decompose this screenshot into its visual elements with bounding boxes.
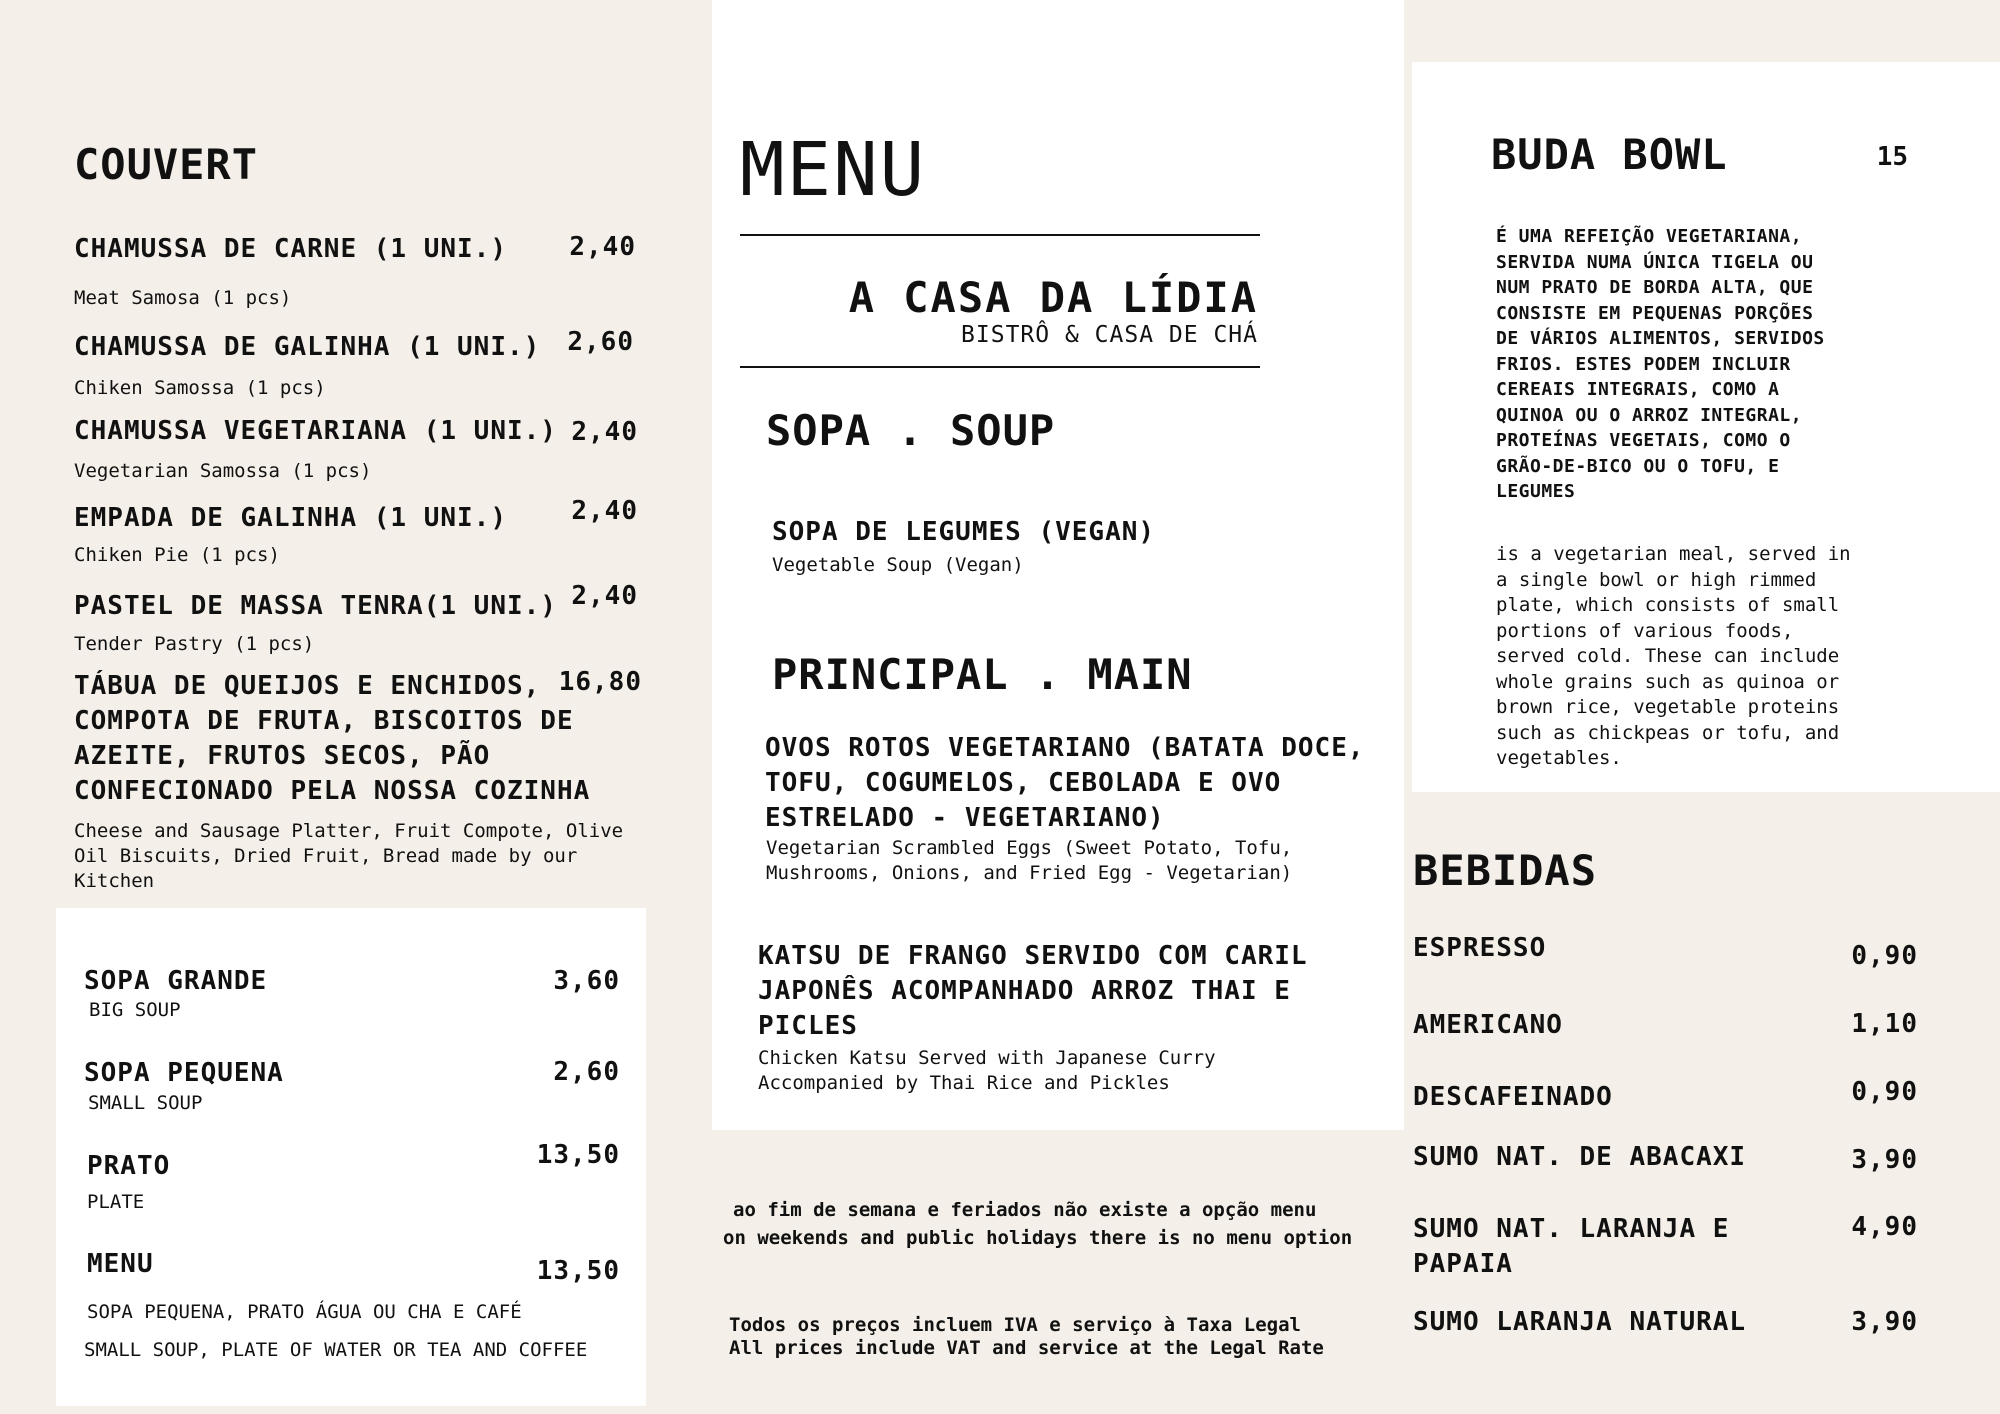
couvert-item-name: CHAMUSSA VEGETARIANA (1 UNI.)	[74, 416, 557, 446]
set-menu-item-sub: SOPA PEQUENA, PRATO ÁGUA OU CHA E CAFÉ	[87, 1301, 522, 1323]
drink-price: 0,90	[1851, 941, 1918, 971]
buda-en-line: plate, which consists of small	[1496, 594, 1840, 616]
weekend-note-en: on weekends and public holidays there is no menu option	[723, 1227, 1353, 1249]
restaurant-name: A CASA DA LÍDIA	[848, 273, 1258, 322]
set-menu-item-sub: PLATE	[87, 1191, 145, 1213]
main-item-sub	[758, 1046, 1216, 1096]
buda-pt-line: LEGUMES	[1496, 481, 1576, 502]
set-menu-item-price: 2,60	[553, 1057, 620, 1087]
main-item-name	[758, 939, 1308, 1044]
couvert-item-sub: Vegetarian Samossa (1 pcs)	[74, 460, 372, 482]
couvert-item-price: 2,40	[571, 581, 638, 611]
main-item-sub-line: Accompanied by Thai Rice and Pickles	[758, 1072, 1170, 1094]
drink-price: 1,10	[1851, 1009, 1918, 1039]
couvert-item-name: PASTEL DE MASSA TENRA(1 UNI.)	[74, 591, 557, 621]
buda-en-line: whole grains such as quinoa or	[1496, 670, 1840, 693]
drink-name-line: SUMO NAT. LARANJA E	[1413, 1214, 1730, 1244]
drink-name: ESPRESSO	[1413, 933, 1547, 963]
set-menu-item-name: SOPA GRANDE	[84, 966, 268, 996]
bebidas-heading: BEBIDAS	[1413, 846, 1598, 895]
drink-name-line: PAPAIA	[1413, 1249, 1513, 1279]
buda-bowl-price: 15	[1876, 142, 1908, 172]
buda-bowl-description-pt	[1496, 224, 1825, 505]
buda-pt-line: É UMA REFEIÇÃO VEGETARIANA,	[1496, 226, 1803, 247]
buda-bowl-heading: BUDA BOWL	[1491, 130, 1728, 179]
main-item-name-line: PICLES	[758, 1011, 858, 1041]
main-item-name	[765, 731, 1365, 836]
drink-name: SUMO NAT. DE ABACAXI	[1413, 1142, 1747, 1172]
platter-name-line: TÁBUA DE QUEIJOS E ENCHIDOS,	[74, 671, 541, 701]
main-item-name-line: JAPONÊS ACOMPANHADO ARROZ THAI E	[758, 976, 1291, 1006]
buda-en-line: vegetables.	[1496, 747, 1622, 769]
drink-name	[1413, 1212, 1729, 1282]
soup-item-sub: Vegetable Soup (Vegan)	[772, 554, 1024, 576]
menu-title: MENU	[740, 127, 927, 213]
prices-note-en: All prices include VAT and service at the Legal Rate	[729, 1337, 1324, 1359]
drink-price: 3,90	[1851, 1307, 1918, 1337]
couvert-heading: COUVERT	[74, 140, 259, 189]
drink-name: DESCAFEINADO	[1413, 1082, 1613, 1112]
main-item-sub	[766, 836, 1292, 886]
buda-en-line: a single bowl or high rimmed	[1496, 568, 1817, 591]
buda-pt-line: DE VÁRIOS ALIMENTOS, SERVIDOS	[1496, 328, 1825, 349]
main-item-name-line: ESTRELADO - VEGETARIANO)	[765, 803, 1165, 833]
buda-pt-line: SERVIDA NUMA ÚNICA TIGELA OU	[1496, 251, 1814, 273]
buda-pt-line: FRIOS. ESTES PODEM INCLUIR	[1496, 353, 1791, 375]
couvert-item-sub: Tender Pastry (1 pcs)	[74, 633, 315, 655]
prices-note-pt: Todos os preços incluem IVA e serviço à Taxa Legal	[729, 1314, 1301, 1336]
drink-price: 4,90	[1851, 1212, 1918, 1242]
soup-item-name: SOPA DE LEGUMES (VEGAN)	[772, 517, 1156, 547]
platter-name	[74, 669, 590, 809]
main-item-sub-line: Chicken Katsu Served with Japanese Curry	[758, 1047, 1216, 1069]
couvert-item-sub: Meat Samosa (1 pcs)	[74, 287, 292, 309]
couvert-item-name: CHAMUSSA DE CARNE (1 UNI.)	[74, 234, 507, 264]
couvert-item-sub: Chiken Samossa (1 pcs)	[74, 377, 326, 399]
couvert-item-price: 2,60	[567, 327, 634, 357]
buda-bowl-description-en	[1496, 542, 1851, 772]
drink-price: 3,90	[1851, 1145, 1918, 1175]
platter-sub-line: Cheese and Sausage Platter, Fruit Compote, Olive	[74, 820, 624, 842]
divider-bottom	[740, 366, 1260, 368]
set-menu-item-name: PRATO	[87, 1151, 171, 1181]
set-menu-item-sub-2: SMALL SOUP, PLATE OF WATER OR TEA AND COFFEE	[84, 1339, 588, 1361]
platter-sub-line: Oil Biscuits, Dried Fruit, Bread made by our	[74, 845, 578, 867]
divider-top	[740, 234, 1260, 236]
buda-en-line: brown rice, vegetable proteins	[1496, 696, 1840, 718]
main-item-sub-line: Mushrooms, Onions, and Fried Egg - Vegetarian)	[766, 862, 1293, 884]
weekend-note-pt: ao fim de semana e feriados não existe a opção menu	[733, 1199, 1317, 1221]
drink-price: 0,90	[1851, 1077, 1918, 1107]
buda-pt-line: QUINOA OU O ARROZ INTEGRAL,	[1496, 404, 1803, 426]
platter-name-line: AZEITE, FRUTOS SECOS, PÃO	[74, 741, 491, 771]
couvert-item-name: CHAMUSSA DE GALINHA (1 UNI.)	[74, 332, 541, 362]
main-item-name-line: OVOS ROTOS VEGETARIANO (BATATA DOCE,	[765, 733, 1365, 763]
set-menu-item-price: 13,50	[536, 1140, 620, 1170]
platter-sub-line: Kitchen	[74, 870, 155, 892]
platter-sub	[74, 819, 623, 894]
main-item-name-line: KATSU DE FRANGO SERVIDO COM CARIL	[758, 941, 1308, 971]
buda-pt-line: NUM PRATO DE BORDA ALTA, QUE	[1496, 277, 1814, 298]
platter-name-line: COMPOTA DE FRUTA, BISCOITOS DE	[74, 706, 574, 736]
buda-en-line: served cold. These can include	[1496, 645, 1840, 667]
main-item-name-line: TOFU, COGUMELOS, CEBOLADA E OVO	[765, 768, 1282, 798]
couvert-item-name: EMPADA DE GALINHA (1 UNI.)	[74, 503, 507, 533]
set-menu-item-name: SOPA PEQUENA	[84, 1058, 284, 1088]
set-menu-item-price: 13,50	[536, 1256, 620, 1286]
set-menu-item-sub: BIG SOUP	[89, 999, 181, 1021]
couvert-item-price: 2,40	[571, 496, 638, 526]
couvert-item-price: 2,40	[571, 417, 638, 447]
platter-price: 16,80	[558, 667, 642, 697]
buda-pt-line: CONSISTE EM PEQUENAS PORÇÕES	[1496, 302, 1814, 324]
drink-name: AMERICANO	[1413, 1010, 1563, 1040]
couvert-item-sub: Chiken Pie (1 pcs)	[74, 544, 280, 566]
buda-pt-line: PROTEÍNAS VEGETAIS, COMO O	[1496, 430, 1791, 451]
set-menu-item-name: MENU	[87, 1249, 154, 1279]
set-menu-item-sub: SMALL SOUP	[88, 1092, 203, 1114]
platter-name-line: CONFECIONADO PELA NOSSA COZINHA	[74, 776, 591, 806]
main-heading: PRINCIPAL . MAIN	[772, 650, 1193, 699]
main-item-sub-line: Vegetarian Scrambled Eggs (Sweet Potato, Tofu,	[766, 837, 1293, 859]
set-menu-item-price: 3,60	[553, 966, 620, 996]
buda-pt-line: GRÃO-DE-BICO OU O TOFU, E	[1496, 455, 1780, 477]
buda-en-line: such as chickpeas or tofu, and	[1496, 721, 1840, 744]
restaurant-tagline: BISTRÔ & CASA DE CHÁ	[961, 322, 1258, 348]
buda-en-line: is a vegetarian meal, served in	[1496, 543, 1851, 565]
buda-en-line: portions of various foods,	[1496, 619, 1794, 642]
soup-heading: SOPA . SOUP	[766, 406, 1056, 455]
couvert-item-price: 2,40	[569, 232, 636, 262]
buda-pt-line: CEREAIS INTEGRAIS, COMO A	[1496, 379, 1780, 400]
drink-name: SUMO LARANJA NATURAL	[1413, 1307, 1747, 1337]
